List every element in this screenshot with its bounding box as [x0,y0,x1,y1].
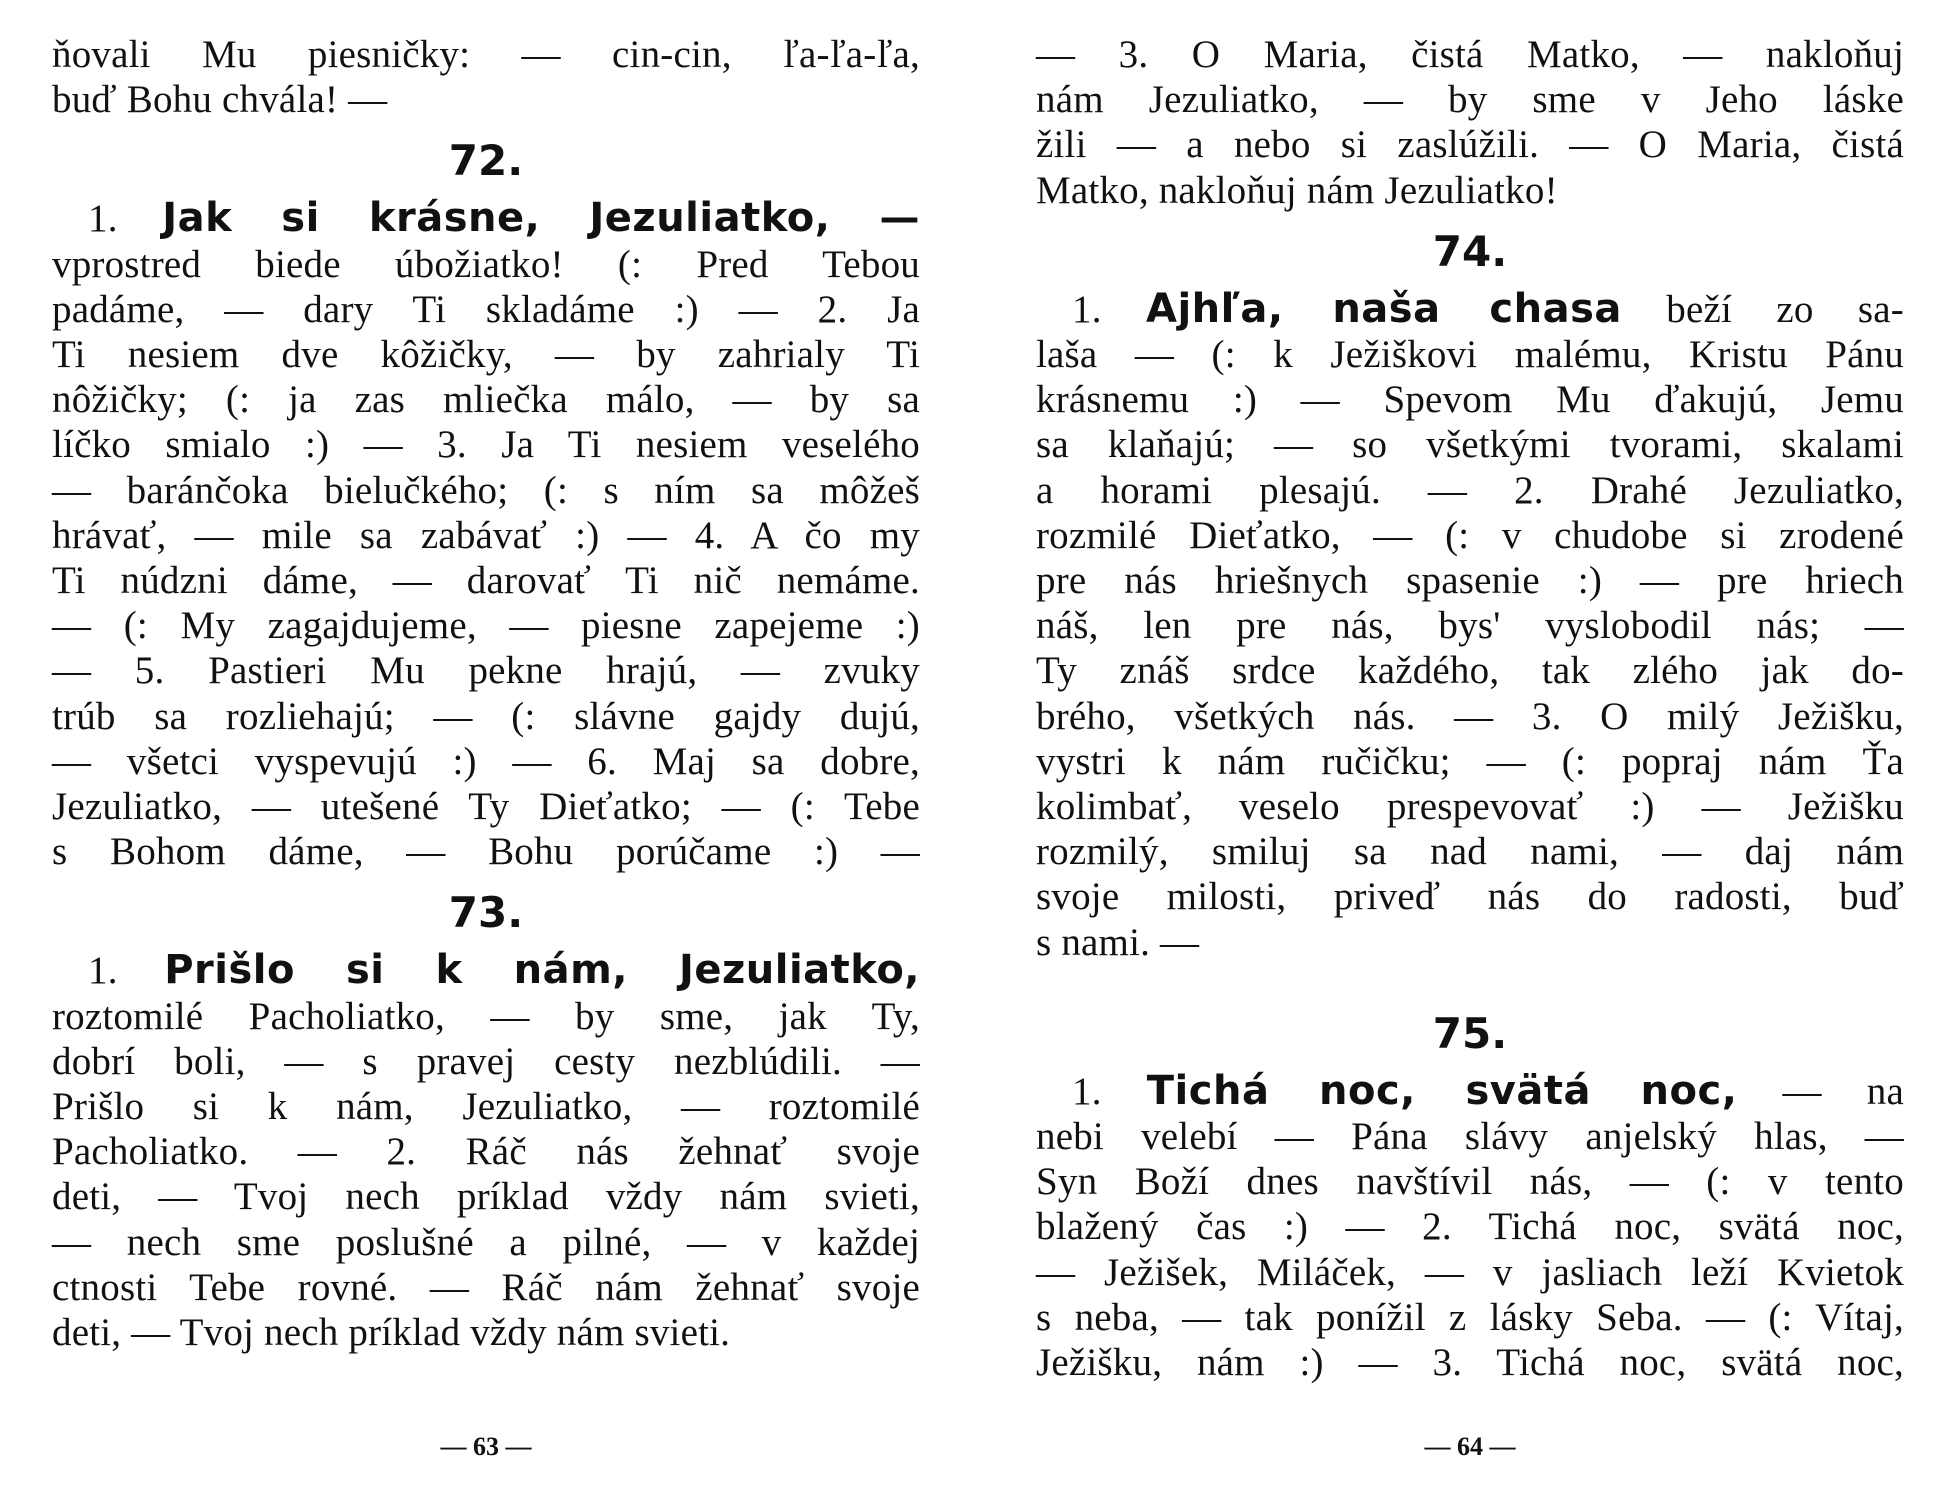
text-line: trúb sa rozliehajú; — (: slávne gajdy dujú, [52,694,920,738]
right-page [1036,32,1904,1462]
song-72 [52,196,920,874]
text-line: ňovali Mu piesničky: — cin-cin, ľa-ľa-ľa, [52,33,920,76]
title-continuation: beží zo sa- [1621,287,1904,331]
text-line: blažený čas :) — 2. Tichá noc, svätá noc, [1036,1205,1904,1249]
text-line: — baránčoka bielučkého; (: s ním sa môžeš [52,468,920,512]
text-line: deti, — Tvoj nech príklad vždy nám svieti, [52,1175,920,1219]
text-line: rozmilé Dieťatko, — (: v chudobe si zrodené [1036,513,1904,557]
song-title-line [1036,287,1904,332]
song-title: Prišlo si k nám, Jezuliatko, [164,947,920,994]
song-title-line [52,948,920,993]
text-line: s neba, — tak ponížil z lásky Seba. — (: Vítaj, [1036,1295,1904,1339]
text-line: svoje milosti, priveď nás do radosti, buď [1036,875,1904,919]
text-line: — 3. O Maria, čistá Matko, — nakloňuj [1036,33,1904,76]
text-line: s Bohom dáme, — Bohu porúčame :) — [52,830,920,874]
text-line: buď Bohu chvála! — [52,78,388,122]
text-line: — (: My zagajdujeme, — piesne zapejeme :) [52,604,920,648]
title-continuation: — na [1737,1069,1905,1113]
text-line: a horami plesajú. — 2. Drahé Jezuliatko, [1036,468,1904,512]
text-line: vprostred biede úbožiatko! (: Pred Tebou [52,242,920,286]
text-line: s nami. — [1036,920,1200,964]
text-line: krásnemu :) — Spevom Mu ďakujú, Jemu [1036,378,1904,422]
text-line: sa klaňajú; — so všetkými tvorami, skalami [1036,423,1904,467]
text-line: laša — (: k Ježiškovi malému, Kristu Pánu [1036,333,1904,377]
verse-lead: 1. [88,949,165,993]
right-intro [1036,32,1904,213]
text-line: roztomilé Pacholiatko, — by sme, jak Ty, [52,994,920,1038]
text-line: padáme, — dary Ti skladáme :) — 2. Ja [52,287,920,331]
page-number: — 64 — [1424,1432,1516,1461]
left-page [52,32,920,1462]
song-title-line [1036,1069,1904,1114]
left-intro [52,32,920,122]
text-line: Jezuliatko, — utešené Ty Dieťatko; — (: Tebe [52,785,920,829]
text-line: nebi velebí — Pána slávy anjelský hlas, — [1036,1115,1904,1159]
text-line: Ježišku, nám :) — 3. Tichá noc, svätá noc, [1036,1341,1904,1385]
text-line: líčko smialo :) — 3. Ja Ti nesiem veselého [52,423,920,467]
text-line: ctnosti Tebe rovné. — Ráč nám žehnať svoje [52,1265,920,1309]
verse-lead: 1. [1072,287,1146,331]
text-line: hrávať, — mile sa zabávať :) — 4. A čo my [52,513,920,557]
text-line: — Ježišek, Miláček, — v jasliach leží Kvietok [1036,1250,1904,1294]
text-line: brého, všetkých nás. — 3. O milý Ježišku, [1036,694,1904,738]
verse-lead: 1. [1072,1069,1147,1113]
text-line: náš, len pre nás, bys' vyslobodil nás; — [1036,604,1904,648]
text-line: Prišlo si k nám, Jezuliatko, — roztomilé [52,1085,920,1129]
text-line: kolimbať, veselo prespevovať :) — Ježišku [1036,785,1904,829]
text-line: Syn Boží dnes navštívil nás, — (: v tento [1036,1160,1904,1204]
text-line: — nech sme poslušné a pilné, — v každej [52,1220,920,1264]
song-74 [1036,287,1904,965]
text-line: — všetci vyspevujú :) — 6. Maj sa dobre, [52,739,920,783]
text-line: dobrí boli, — s pravej cesty nezblúdili. — [52,1039,920,1083]
song-number-74: 74. [1432,226,1508,276]
text-line: nám Jezuliatko, — by sme v Jeho láske [1036,78,1904,122]
song-title: Jak si krásne, Jezuliatko, — [162,195,920,242]
song-number-75: 75. [1432,1008,1508,1058]
text-line: Ti núdzni dáme, — darovať Ti nič nemáme. [52,559,920,603]
text-line: vystri k nám ručičku; — (: popraj nám Ťa [1036,739,1904,783]
song-75 [1036,1069,1904,1385]
text-line: — 5. Pastieri Mu pekne hrajú, — zvuky [52,649,920,693]
text-line: Ti nesiem dve kôžičky, — by zahrialy Ti [52,333,920,377]
song-number-72: 72. [448,136,524,186]
song-73 [52,948,920,1355]
text-line: Matko, nakloňuj nám Jezuliatko! [1036,168,1558,212]
text-line: deti, — Tvoj nech príklad vždy nám svieti. [52,1311,731,1355]
text-line: žili — a nebo si zaslúžili. — O Maria, čistá [1036,123,1904,167]
text-line: Ty znáš srdce každého, tak zlého jak do- [1036,649,1904,693]
page-number: — 63 — [440,1432,532,1461]
text-line: nôžičky; (: ja zas mliečka málo, — by sa [52,378,920,422]
text-line: rozmilý, smiluj sa nad nami, — daj nám [1036,830,1904,874]
song-number-73: 73. [448,888,524,938]
song-title: Tichá noc, svätá noc, [1146,1067,1738,1114]
song-title: Ajhľa, naša chasa [1146,285,1622,332]
verse-lead: 1. [88,197,163,241]
text-line: Pacholiatko. — 2. Ráč nás žehnať svoje [52,1130,920,1174]
text-line: pre nás hriešnych spasenie :) — pre hriech [1036,559,1904,603]
song-title-line [52,196,920,241]
